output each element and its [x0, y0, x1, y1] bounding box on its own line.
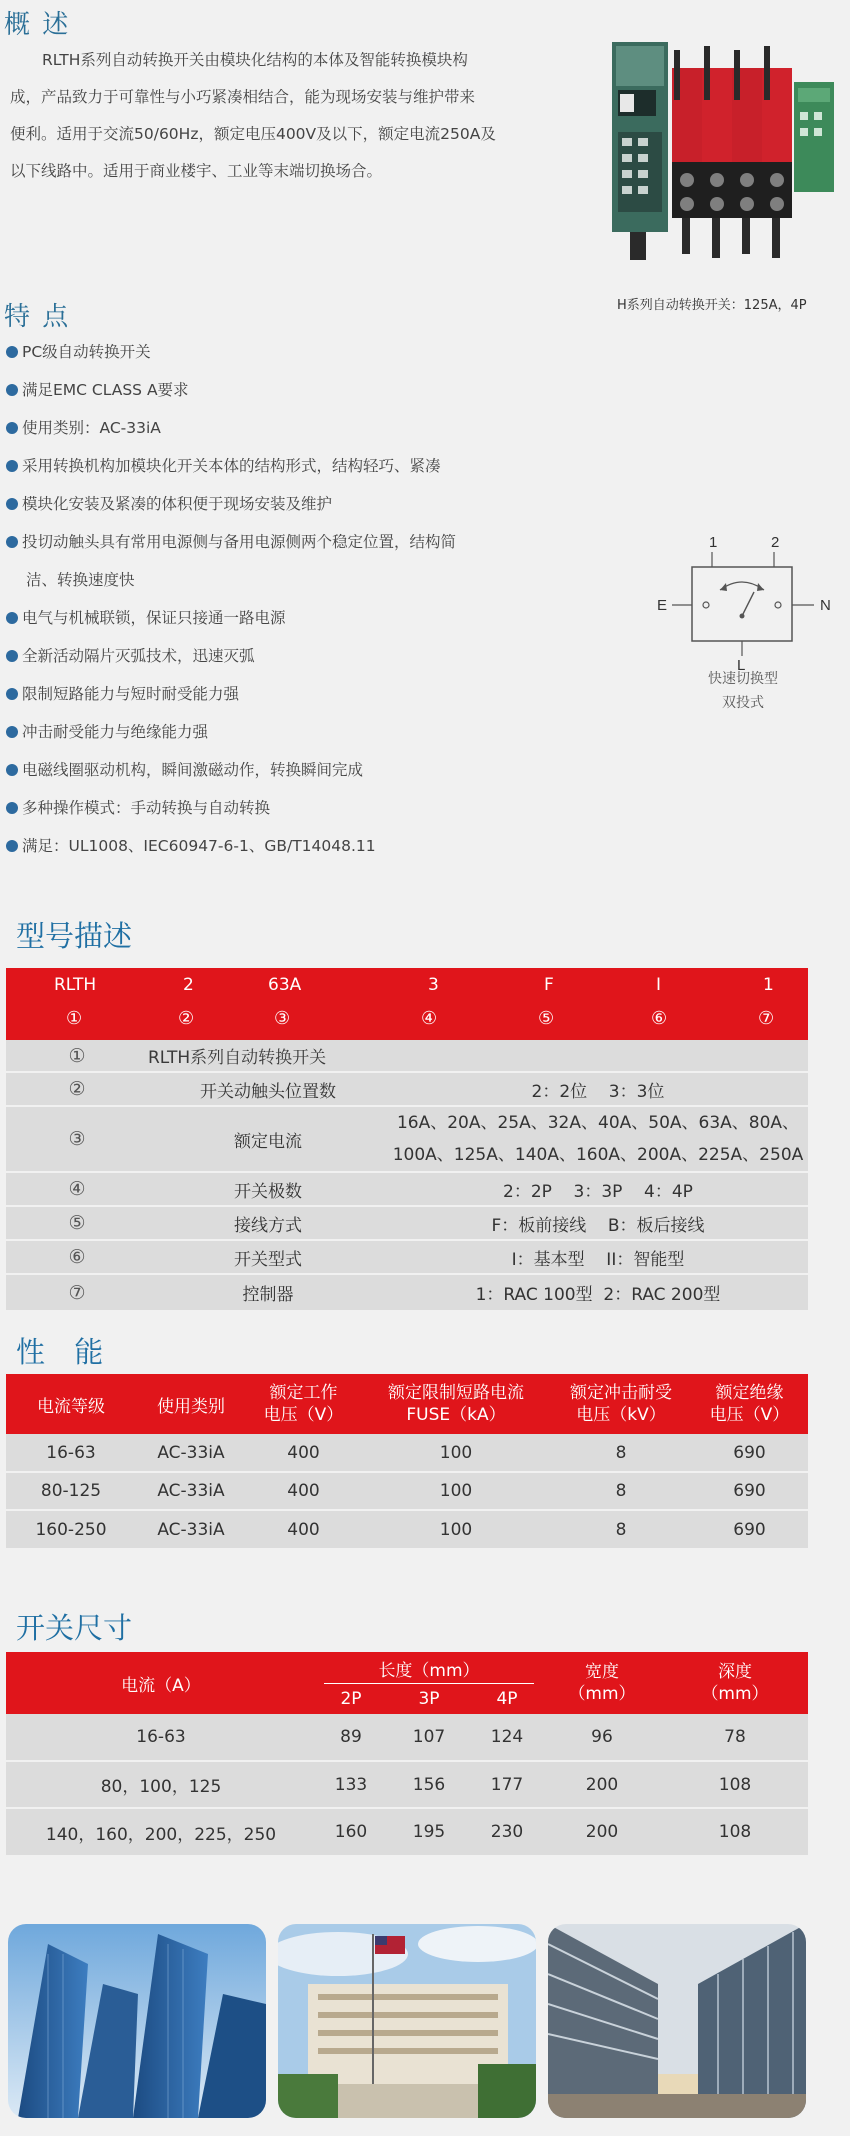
perf-header: 使用类别 — [157, 1396, 225, 1417]
dim-cell: 124 — [490, 1727, 524, 1747]
mall-photo — [548, 1924, 806, 2118]
perf-cell: AC-33iA — [157, 1519, 225, 1540]
skyscraper-photo — [8, 1924, 266, 2118]
feature-item: 模块化安装及紧凑的体积便于现场安装及维护 — [6, 485, 566, 523]
dim-header-3p: 3P — [418, 1689, 440, 1709]
perf-header: 额定冲击耐受 电压（kV） — [570, 1383, 672, 1425]
code-rlth: RLTH — [54, 975, 97, 995]
model-row-name: 开关动触头位置数 — [200, 1081, 336, 1102]
model-row — [6, 1240, 808, 1274]
model-row-num: ⑤ — [68, 1212, 86, 1234]
num-3: ③ — [274, 1008, 291, 1029]
perf-cell: 16-63 — [46, 1442, 96, 1463]
dimensions-title: 开关尺寸 — [16, 1611, 133, 1645]
model-row-num: ① — [68, 1044, 86, 1067]
perf-cell: 8 — [615, 1481, 627, 1501]
bullet-icon — [6, 460, 18, 472]
model-row-name: RLTH系列自动转换开关 — [148, 1048, 327, 1068]
dim-header-depth: 深度 （mm） — [701, 1662, 769, 1704]
switch-diagram — [650, 530, 840, 720]
code-current: 63A — [268, 975, 302, 995]
overview-line: RLTH系列自动转换开关由模块化结构的本体及智能转换模块构 — [42, 51, 468, 69]
perf-cell: 400 — [287, 1481, 320, 1501]
bullet-icon — [6, 840, 18, 852]
perf-cell: 690 — [733, 1519, 766, 1540]
feature-item: 投切动触头具有常用电源侧与备用电源侧两个稳定位置，结构简 — [6, 523, 566, 561]
perf-cell: AC-33iA — [157, 1481, 225, 1501]
bullet-icon — [6, 384, 18, 396]
product-caption: H系列自动转换开关：125A，4P — [617, 298, 807, 313]
bullet-icon — [6, 422, 18, 434]
feature-item: 多种操作模式：手动转换与自动转换 — [6, 789, 566, 827]
performance-table — [6, 1374, 808, 1548]
perf-header: 额定限制短路电流 FUSE（kA） — [388, 1383, 524, 1425]
feature-item: 满足：UL1008、IEC60947-6-1、GB/T14048.11 — [6, 827, 566, 865]
perf-cell: 8 — [615, 1442, 627, 1463]
model-table — [6, 1040, 808, 1310]
perf-cell: 400 — [287, 1442, 320, 1463]
model-row-name: 接线方式 — [234, 1215, 302, 1236]
dim-cell: 160 — [334, 1822, 368, 1842]
perf-cell: 690 — [733, 1481, 766, 1501]
model-row-value: 2：2位 3：3位 — [531, 1081, 665, 1102]
perf-cell: 100 — [439, 1481, 473, 1501]
model-row — [6, 1072, 808, 1106]
dim-cell: 89 — [340, 1727, 362, 1747]
feature-item: 限制短路能力与短时耐受能力强 — [6, 675, 566, 713]
code-type: I — [656, 975, 662, 995]
num-5: ⑤ — [538, 1008, 555, 1029]
performance-title: 性 能 — [16, 1335, 114, 1369]
dim-cell: 200 — [585, 1774, 619, 1795]
model-row-num: ③ — [68, 1128, 86, 1150]
diagram-label-1: 1 — [709, 534, 718, 551]
dimensions-header-row — [6, 1652, 808, 1684]
feature-item: 使用类别：AC-33iA — [6, 409, 566, 447]
dim-cell: 195 — [412, 1822, 446, 1842]
bullet-icon — [6, 498, 18, 510]
overview-title: 概 述 — [4, 10, 71, 40]
code-positions: 2 — [183, 975, 194, 995]
dim-cell: 107 — [412, 1727, 446, 1747]
feature-item: 电磁线圈驱动机构，瞬间激磁动作，转换瞬间完成 — [6, 751, 566, 789]
product-image — [610, 32, 842, 272]
feature-item: 满足EMC CLASS A要求 — [6, 371, 566, 409]
model-row — [6, 1040, 808, 1072]
perf-header: 额定工作 电压（V） — [263, 1383, 344, 1425]
model-row — [6, 1206, 808, 1240]
model-row-name: 开关极数 — [234, 1181, 302, 1202]
dim-cell: 133 — [334, 1774, 368, 1795]
perf-header: 额定绝缘 电压（V） — [709, 1383, 790, 1425]
feature-item: 全新活动隔片灭弧技术，迅速灭弧 — [6, 637, 566, 675]
perf-cell: AC-33iA — [157, 1442, 225, 1463]
perf-cell: 8 — [615, 1519, 627, 1540]
model-code-row — [6, 975, 808, 1001]
model-row — [6, 1172, 808, 1206]
model-row-num: ② — [68, 1078, 86, 1100]
bullet-icon — [6, 346, 18, 358]
bullet-icon — [6, 764, 18, 776]
features-title: 特 点 — [4, 302, 71, 332]
diagram-caption-2: 双投式 — [722, 695, 764, 711]
diagram-label-l: L — [737, 657, 746, 670]
model-row-num: ④ — [68, 1178, 86, 1200]
model-row-name: 控制器 — [242, 1285, 294, 1305]
bullet-icon — [6, 650, 18, 662]
perf-cell: 100 — [439, 1442, 473, 1463]
dim-header-2p: 2P — [340, 1689, 362, 1709]
num-6: ⑥ — [651, 1008, 668, 1029]
dim-cell: 108 — [718, 1774, 752, 1795]
model-row-name: 开关型式 — [234, 1249, 302, 1270]
dim-cell: 16-63 — [136, 1727, 186, 1747]
diagram-label-2: 2 — [771, 534, 780, 551]
overview-line: 成，产品致力于可靠性与小巧紧凑相结合，能为现场安装与维护带来 — [10, 88, 476, 106]
overview-line: 便利。适用于交流50/60Hz，额定电压400V及以下，额定电流250A及 — [10, 125, 496, 143]
bullet-icon — [6, 612, 18, 624]
dim-cell: 108 — [718, 1822, 752, 1842]
perf-cell: 80-125 — [40, 1481, 102, 1501]
model-row-value: 1：RAC 100型 2：RAC 200型 — [475, 1285, 721, 1305]
bullet-icon — [6, 536, 18, 548]
num-1: ① — [66, 1008, 83, 1029]
perf-cell: 400 — [287, 1519, 320, 1540]
model-row-name: 额定电流 — [234, 1131, 302, 1152]
overview-paragraph — [10, 42, 570, 190]
dim-cell: 140，160，200，225，250 — [45, 1824, 277, 1845]
dim-header-4p: 4P — [496, 1689, 518, 1709]
feature-item: 冲击耐受能力与绝缘能力强 — [6, 713, 566, 751]
feature-item: 电气与机械联锁，保证只接通一路电源 — [6, 599, 566, 637]
dim-cell: 96 — [591, 1727, 613, 1747]
bullet-icon — [6, 802, 18, 814]
bullet-icon — [6, 688, 18, 700]
code-controller: 1 — [763, 975, 774, 995]
model-num-row — [6, 1008, 808, 1034]
num-2: ② — [178, 1008, 195, 1029]
dim-header-length: 长度（mm） — [316, 1652, 542, 1684]
perf-header: 电流等级 — [37, 1396, 105, 1417]
perf-cell: 160-250 — [35, 1519, 107, 1540]
num-7: ⑦ — [758, 1008, 775, 1029]
model-row-num: ⑥ — [68, 1246, 86, 1268]
num-4: ④ — [421, 1008, 438, 1029]
table-row — [6, 1472, 808, 1510]
feature-item: PC级自动转换开关 — [6, 333, 566, 371]
table-row — [6, 1761, 808, 1808]
model-title: 型号描述 — [16, 919, 133, 953]
overview-line: 以下线路中。适用于商业楼宇、工业等末端切换场合。 — [10, 162, 383, 180]
model-row-value-line: 100A、125A、140A、160A、200A、225A、250A — [392, 1145, 804, 1165]
table-row — [6, 1714, 808, 1761]
table-row — [6, 1808, 808, 1855]
model-row — [6, 1106, 808, 1172]
model-code-header — [6, 968, 808, 1040]
perf-cell: 100 — [439, 1519, 473, 1540]
model-row-value: F：板前接线 B：板后接线 — [491, 1215, 705, 1236]
model-row-value: I：基本型 II：智能型 — [511, 1249, 685, 1270]
dim-cell: 200 — [585, 1822, 619, 1842]
bullet-icon — [6, 726, 18, 738]
dim-cell: 230 — [490, 1822, 524, 1842]
diagram-caption-1: 快速切换型 — [708, 671, 778, 687]
model-row — [6, 1274, 808, 1310]
code-wiring: F — [544, 975, 554, 995]
table-row — [6, 1434, 808, 1472]
hotel-photo — [278, 1924, 536, 2118]
dim-cell: 156 — [412, 1774, 446, 1795]
dim-cell: 80，100，125 — [100, 1777, 222, 1797]
dimensions-table — [6, 1652, 808, 1855]
table-row — [6, 1510, 808, 1548]
performance-header-row — [6, 1374, 808, 1434]
feature-item: 采用转换机构加模块化开关本体的结构形式，结构轻巧、紧凑 — [6, 447, 566, 485]
code-poles: 3 — [428, 975, 439, 995]
dim-cell: 177 — [490, 1774, 524, 1795]
model-row-value: 2：2P 3：3P 4：4P — [503, 1181, 693, 1202]
model-row-value — [388, 1106, 808, 1172]
model-row-num: ⑦ — [68, 1281, 86, 1304]
perf-cell: 690 — [733, 1442, 766, 1463]
dim-header-width: 宽度 （mm） — [568, 1662, 636, 1704]
dim-cell: 78 — [724, 1727, 746, 1747]
diagram-label-n: N — [820, 597, 831, 614]
model-row-value-line: 16A、20A、25A、32A、40A、50A、63A、80A、 — [396, 1113, 800, 1133]
feature-item-continued: 洁、转换速度快 — [26, 571, 135, 589]
dim-header-current: 电流（A） — [121, 1675, 201, 1696]
feature-list — [6, 333, 566, 865]
diagram-label-e: E — [657, 597, 668, 614]
